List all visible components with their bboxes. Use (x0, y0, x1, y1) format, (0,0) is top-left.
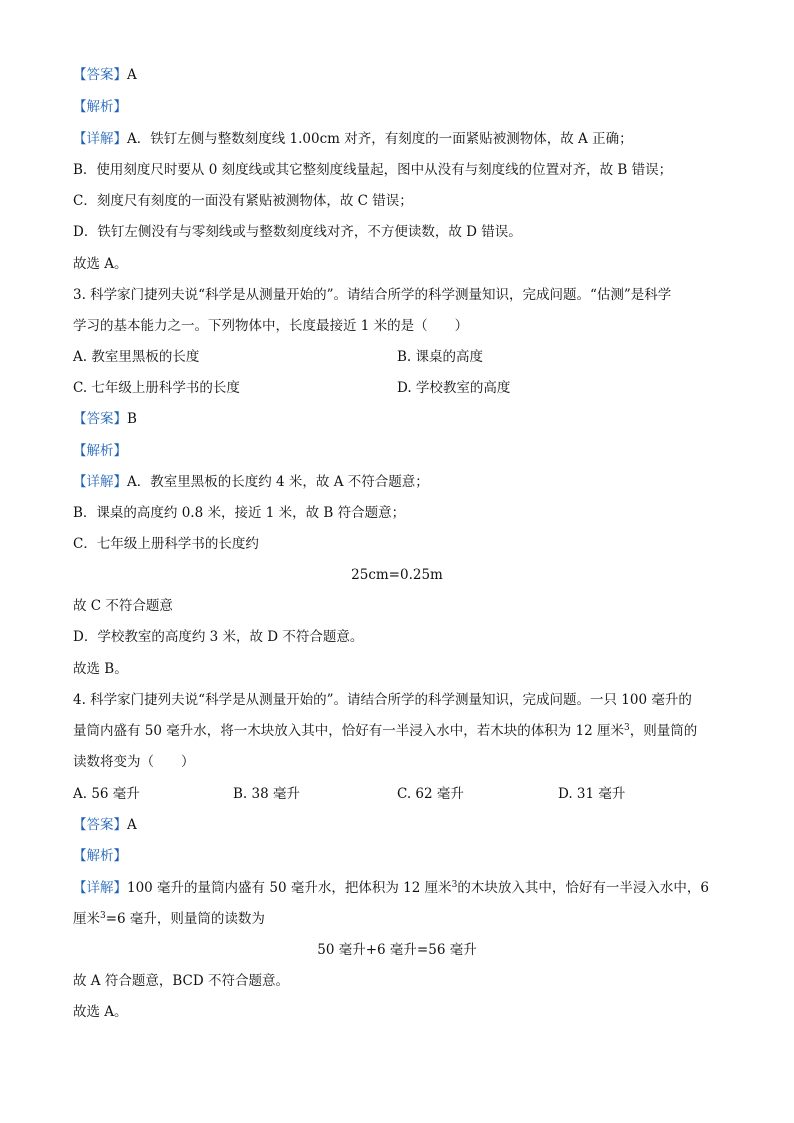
q2-conclusion: 故选 A。 (73, 256, 128, 272)
answer-value: A (127, 817, 137, 833)
answer-value: A (127, 67, 137, 83)
q3-answer-line (73, 409, 137, 429)
q2-detail-b: B．使用刻度尺时要从 0 刻度线或其它整刻度线量起，图中从没有与刻度线的位置对齐，故 B 错误； (73, 162, 673, 178)
detail-text: 的木块放入其中，恰好有一半浸入水中，6 (457, 880, 709, 896)
q4-detail-line1 (73, 878, 709, 898)
q3-detail-c2: 故 C 不符合题意 (73, 598, 173, 614)
detail-text: =6 毫升，则量筒的读数为 (105, 911, 265, 927)
q3-detail-d: D．学校教室的高度约 3 米，故 D 不符合题意。 (73, 629, 364, 645)
q3-option-c: C. 七年级上册科学书的长度 (73, 380, 240, 396)
q3-analysis-line (73, 441, 127, 461)
q2-detail-a (73, 129, 633, 149)
q4-detail-line3: 故 A 符合题意，BCD 不符合题意。 (73, 973, 289, 989)
q3-detail-a (73, 472, 429, 492)
detail-text: A．教室里黑板的长度约 4 米，故 A 不符合题意； (127, 474, 429, 490)
analysis-tag: 【解析】 (73, 848, 127, 864)
stem-text: ，则量筒的 (629, 723, 698, 739)
analysis-tag: 【解析】 (73, 99, 127, 115)
detail-tag: 【详解】 (73, 474, 127, 490)
analysis-tag: 【解析】 (73, 443, 127, 459)
q4-stem-line1: 4. 科学家门捷列夫说“科学是从测量开始的”。请结合所学的科学测量知识，完成问题。一只 100 毫升的 (73, 692, 692, 708)
q3-formula: 25cm=0.25m (351, 567, 443, 583)
q4-formula: 50 毫升+6 毫升=56 毫升 (317, 942, 477, 958)
q2-detail-d: D．铁钉左侧没有与零刻线或与整数刻度线对齐，不方便读数，故 D 错误。 (73, 224, 522, 240)
superscript: 3 (100, 911, 106, 921)
answer-tag: 【答案】 (73, 411, 127, 427)
q4-analysis-line (73, 846, 127, 866)
q4-detail-line2 (73, 909, 265, 929)
q4-stem-line2 (73, 721, 697, 741)
q4-answer-line (73, 815, 137, 835)
q3-option-b: B. 课桌的高度 (397, 349, 484, 365)
q3-detail-c: C．七年级上册科学书的长度约 (73, 536, 259, 552)
stem-text: 量筒内盛有 50 毫升水，将一木块放入其中，恰好有一半浸入水中，若木块的体积为 12 厘米 (73, 723, 625, 739)
superscript: 3 (624, 723, 630, 733)
q3-conclusion: 故选 B。 (73, 661, 128, 677)
q4-stem-line3: 读数将变为（ ） (73, 754, 195, 770)
detail-tag: 【详解】 (73, 880, 127, 896)
q2-answer-line (73, 65, 137, 85)
q2-detail-c: C．刻度尺有刻度的一面没有紧贴被测物体，故 C 错误； (73, 193, 413, 209)
q3-stem-line2: 学习的基本能力之一。下列物体中，长度最接近 1 米的是（ ） (73, 318, 469, 334)
q3-option-a: A. 教室里黑板的长度 (73, 349, 200, 365)
superscript: 3 (451, 880, 458, 890)
answer-value: B (127, 411, 137, 427)
q3-stem-line1: 3. 科学家门捷列夫说“科学是从测量开始的”。请结合所学的科学测量知识，完成问题。“估测”是科学 (73, 287, 672, 303)
q3-detail-b: B．课桌的高度约 0.8 米，接近 1 米，故 B 符合题意； (73, 505, 406, 521)
detail-text: 100 毫升的量筒内盛有 50 毫升水，把体积为 12 厘米 (127, 880, 452, 896)
q4-option-c: C. 62 毫升 (397, 786, 464, 802)
q3-option-d: D. 学校教室的高度 (397, 380, 511, 396)
q4-option-a: A. 56 毫升 (73, 786, 140, 802)
q4-option-b: B. 38 毫升 (233, 786, 300, 802)
q4-option-d: D. 31 毫升 (558, 786, 626, 802)
q4-conclusion: 故选 A。 (73, 1004, 128, 1020)
answer-tag: 【答案】 (73, 67, 127, 83)
detail-tag: 【详解】 (73, 131, 127, 147)
answer-tag: 【答案】 (73, 817, 127, 833)
detail-text: A．铁钉左侧与整数刻度线 1.00cm 对齐，有刻度的一面紧贴被测物体，故 A 正确； (127, 131, 633, 147)
detail-text: 厘米 (73, 911, 100, 927)
q2-analysis-line (73, 97, 127, 117)
